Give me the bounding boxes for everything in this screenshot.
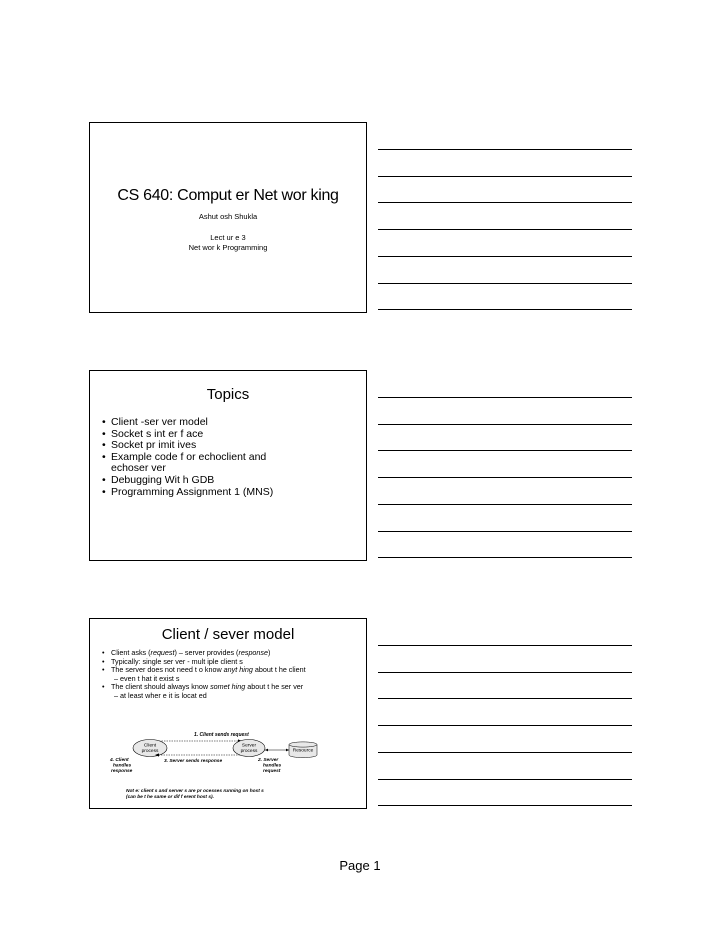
bullet-text: ) [268,648,271,657]
resource-arrowhead-left [265,749,268,752]
note-line [378,645,632,646]
slide-2 [89,370,367,561]
client-label-1: Client [143,743,157,749]
slide-1-lecture-number: Lect ur e 3 [210,233,246,242]
client-label-2: process [141,749,159,754]
emphasis-text: request [150,648,175,657]
page-number: Page 1 [339,858,381,873]
bullet-text: Typically: single ser ver - mult iple client s [111,656,243,666]
emphasis-text: somet hing [210,682,246,692]
step-4-label-1: 4. Client [110,758,129,763]
server-label-2: process [240,749,258,754]
bullet-item [102,683,322,692]
note-line [378,672,632,673]
bullet-text: Client asks ( [111,648,151,657]
note-line [378,531,632,532]
note-line [378,698,632,699]
note-line [378,256,632,257]
slide-2-title: Topics [206,386,250,403]
note-line [378,805,632,806]
bullet-text: – at least wher e it is locat ed [114,690,207,700]
bullet-text: The client should always know [111,682,211,692]
slide-1-author: Ashut osh Shukla [198,212,258,221]
client-server-diagram [108,731,323,803]
step-2-label-1: 2. Server [258,758,279,763]
resource-label: Resource [292,748,314,754]
note-line [378,557,632,558]
slide-1-title: CS 640: Comput er Net wor king [117,187,339,204]
note-line [378,229,632,230]
bullet-item [102,692,322,701]
topic-item: • Client -ser ver model [102,417,302,429]
slide-1 [89,122,367,313]
bullet-text: about t he ser ver [245,682,304,692]
emphasis-text: response [238,648,269,657]
bullet-item [102,666,322,675]
slide-1-subtitle: Net wor k Programming [188,243,268,252]
client-server-bullets [102,649,322,701]
diagram-note-1: Not e: client s and server s are pr ocesses running on host s [126,789,264,794]
emphasis-text: anyt hing [223,665,253,675]
topic-item: • Socket s int er f ace [102,429,302,441]
note-line [378,779,632,780]
note-line [378,283,632,284]
step-2-label-2: handles [263,763,282,769]
note-line [378,202,632,203]
note-line [378,725,632,726]
topic-item: • Debugging Wit h GDB [102,475,302,487]
diagram-step-3: 3. Server sends response [164,759,223,764]
topic-item: • Socket pr imit ives [102,440,302,452]
resource-cylinder-top [289,742,317,747]
note-line [378,752,632,753]
note-line [378,424,632,425]
note-line [378,309,632,310]
note-line [378,176,632,177]
note-line [378,149,632,150]
topic-item: • Programming Assignment 1 (MNS) [102,487,302,499]
bullet-text: The server does not need t o know [111,665,224,675]
note-line [378,504,632,505]
step-2-label-3: request [263,769,281,774]
topic-item: • Example code f or echoclient and echoser ver [102,452,302,475]
server-label-1: Server [241,743,257,749]
bullet-text: – even t hat it exist s [114,673,180,683]
step-4-label-3: response [111,769,133,774]
diagram-step-1: 1. Client sends request [194,732,249,738]
bullet-text: ) – server provides ( [174,648,239,657]
topics-list [102,417,302,498]
slide-3 [89,618,367,809]
bullet-text: about t he client [252,665,306,675]
step-4-label-2: handles [113,763,132,769]
diagram-note-2: (can be t he same or dif f erent host s). [126,795,214,800]
slide-1-lecture [90,233,366,253]
note-line [378,477,632,478]
resource-arrowhead-right [286,749,289,752]
slide-3-title: Client / sever model [161,626,295,643]
note-line [378,450,632,451]
note-line [378,397,632,398]
